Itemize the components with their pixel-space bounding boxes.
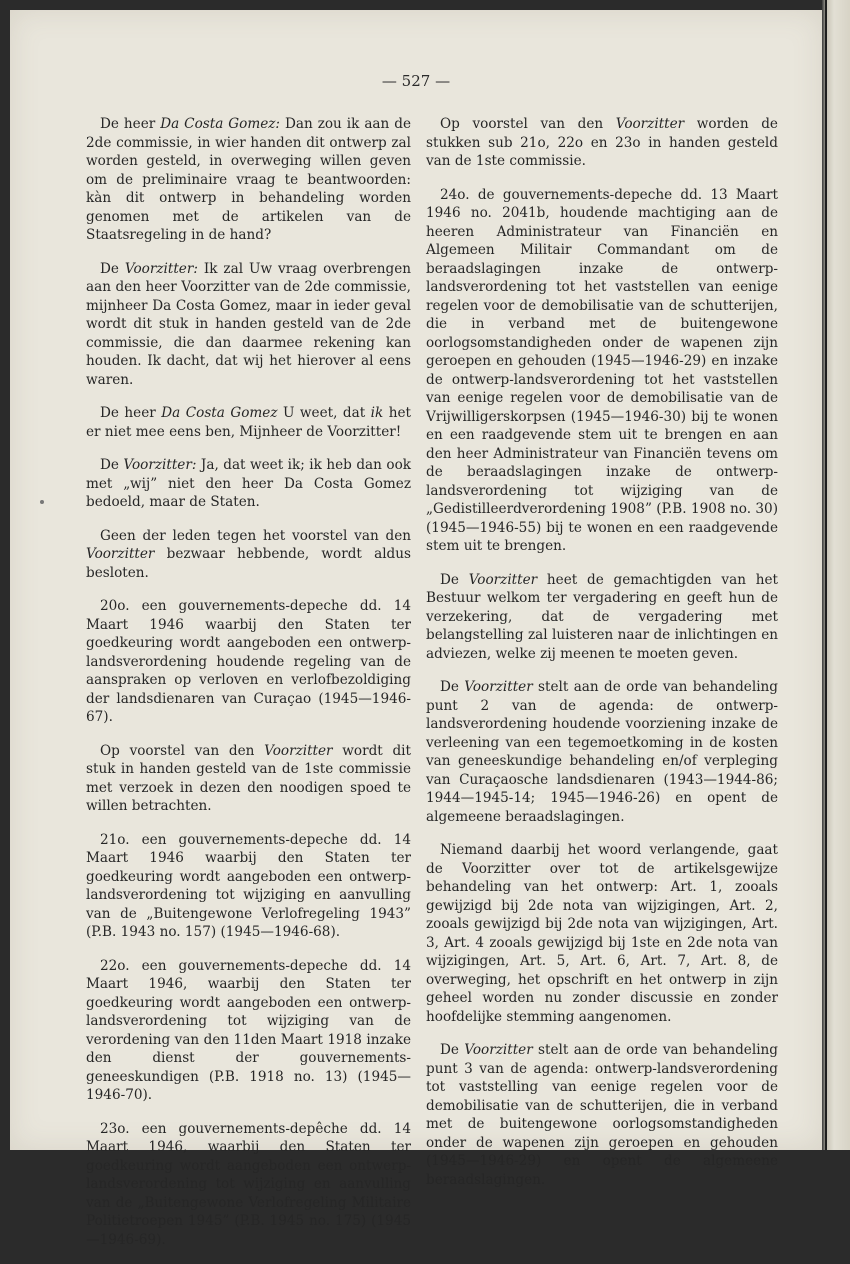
ink-speck: [40, 500, 44, 504]
text-run: heet de gemachtigden van het Bestuur welkom ter vergadering en geeft hun de verzekering, dat de vergadering met belangstelling zal luisteren naar de inlichtingen en adviezen, welke zij meenen te moeten geven.: [426, 571, 778, 662]
italic-run: ik: [370, 405, 384, 421]
italic-run: Voorzitter: [464, 1042, 533, 1058]
italic-run: Voorzitter: [464, 679, 533, 695]
next-page-edge: [822, 0, 850, 1150]
text-run: De: [440, 1042, 465, 1058]
text-run: U weet, dat: [277, 405, 371, 421]
left-column: [86, 115, 411, 1264]
paragraph: [86, 1120, 411, 1250]
text-run: Op voorstel van den: [100, 742, 265, 759]
text-run: De: [440, 679, 465, 695]
italic-run: Voorzitter:: [124, 260, 198, 277]
text-run: het er niet mee eens ben, Mijnheer de Voorzitter!: [86, 405, 411, 440]
page-number: — 527 —: [381, 72, 451, 90]
paragraph: [86, 260, 411, 390]
italic-run: Da Costa Gomez:: [160, 116, 281, 132]
text-run: 23o. een gouvernements-depêche dd. 14 Maart 1946, waarbij den Staten ter goedkeuring wordt aangeboden een ontwerp-landsverordening tot wijziging en aanvulling van de „Buitengewone Verlofregeling Militaire Politietroepen 1945” (P.B. 1945 no. 175) (1945—1946-69).: [86, 1120, 411, 1248]
paragraph: [86, 597, 411, 727]
text-run: stelt aan de orde van behandeling punt 2 van de agenda: de ontwerp-landsverordening houdende voorziening inzake de verleening van een tegemoetkoming in de kosten van geneeskundige behandeling en/of verpleging van Curaçaosche landsdienaren (1943—1944-86; 1944—1945-14; 1945—1946-26) en opent de algemeene beraadslagingen.: [426, 679, 778, 825]
text-run: De: [440, 571, 469, 588]
italic-run: Voorzitter: [86, 546, 155, 562]
paragraph: [86, 527, 411, 583]
text-run: 20o. een gouvernements-depeche dd. 14 Maart 1946 waarbij den Staten ter goedkeuring wordt aangeboden een ontwerp-landsverordening houdende regeling van de aanspraken op verloven en verlofbezoldiging der landsdienaren van Curaçao (1945—1946-67).: [86, 598, 411, 725]
paragraph: [86, 742, 411, 816]
text-run: Dan zou ik aan de 2de commissie, in wier handen dit ontwerp zal worden gesteld, in overweging willen geven om de preliminaire vraag te beantwoorden: kàn dit ontwerp in behandeling worden genomen met de artikelen van de Staatsregeling in de hand?: [86, 116, 411, 243]
right-column: [426, 115, 778, 1204]
text-run: bezwaar hebbende, wordt aldus besloten.: [86, 546, 411, 581]
paragraph: [426, 841, 778, 1026]
paragraph: [426, 115, 778, 171]
italic-run: Voorzitter:: [123, 457, 197, 473]
text-run: worden de stukken sub 21o, 22o en 23o in handen gesteld van de 1ste commissie.: [426, 116, 778, 169]
paragraph: [426, 1041, 778, 1189]
paragraph: [86, 115, 411, 245]
document-page: [10, 10, 822, 1248]
text-run: 22o. een gouvernements-depeche dd. 14 Maart 1946, waarbij den Staten ter goedkeuring wordt aangeboden een ontwerp-landsverordening tot wijziging van de verordening van den 11den Maart 1918 inzake den dienst der gouvernements-geneeskundigen (P.B. 1918 no. 13) (1945—1946-70).: [86, 957, 411, 1103]
text-run: 24o. de gouvernements-depeche dd. 13 Maart 1946 no. 2041b, houdende machtiging aan de heeren Administrateur van Financiën en Algemeen Militair Commandant om de beraadslagingen inzake de ontwerp-landsverordening tot het vaststellen van eenige regelen voor de demobilisatie van de schutterijen, die in verband met de buitengewone oorlogsomstandigheden onder de wapenen zijn geroepen en gehouden (1945—1946-29) en inzake de ontwerp-landsverordening tot het vaststellen van eenige regelen voor de demobilisatie van de Vrijwilligerskorpsen (1945—1946-30) bij te wonen en een raadgevende stem uit te brengen en aan den heer Administrateur van Financiën tevens om de beraadslagingen inzake de ontwerp-landsverordening tot wijziging van de „Gedistilleerdverordening 1908” (P.B. 1908 no. 30) (1945—1946-55) bij te wonen en een raadgevende stem uit te brengen.: [426, 186, 778, 554]
paragraph: [426, 186, 778, 556]
text-run: Geen der leden tegen het voorstel van den: [100, 527, 411, 544]
text-run: Ja, dat weet ik; ik heb dan ook met „wij” niet den heer Da Costa Gomez bedoeld, maar de Staten.: [86, 457, 411, 510]
text-run: wordt dit stuk in handen gesteld van de 1ste commissie met verzoek in dezen den noodigen spoed te willen betrachten.: [86, 742, 411, 814]
paragraph: [86, 831, 411, 942]
paragraph: [426, 571, 778, 664]
text-run: Op voorstel van den: [440, 116, 616, 132]
text-run: De: [100, 457, 124, 473]
text-run: De: [100, 260, 125, 277]
paragraph: [86, 957, 411, 1105]
italic-run: Voorzitter: [468, 571, 538, 588]
italic-run: Voorzitter: [264, 742, 333, 759]
italic-run: Da Costa Gomez: [161, 405, 278, 421]
text-run: De heer: [100, 405, 162, 421]
paragraph: [426, 678, 778, 826]
text-run: Ik zal Uw vraag overbrengen aan den heer Voorzitter van de 2de commissie, mijnheer Da Costa Gomez, maar in ieder geval wordt dit stuk in handen gesteld van de 2de commissie, die dan daarmee rekening kan houden. Ik dacht, dat wij het hierover al eens waren.: [86, 260, 411, 388]
paragraph: [86, 404, 411, 441]
text-run: Niemand daarbij het woord verlangende, gaat de Voorzitter over tot de artikelsgewijze behandeling van het ontwerp: Art. 1, zooals gewijzigd bij 2de nota van wijzigingen, Art. 2, zooals gewijzigd bij 2de nota van wijzigingen, Art. 3, Art. 4 zooals gewijzigd bij 1ste en 2de nota van wijzigingen, Art. 5, Art. 6, Art. 7, Art. 8, de overweging, het opschrift en het ontwerp in zijn geheel worden nu zonder discussie en zonder hoofdelijke stemming aangenomen.: [426, 842, 778, 1025]
text-run: 21o. een gouvernements-depeche dd. 14 Maart 1946 waarbij den Staten ter goedkeuring wordt aangeboden een ontwerp-landsverordening tot wijziging en aanvulling van de „Buitengewone Verlofregeling 1943” (P.B. 1943 no. 157) (1945—1946-68).: [86, 831, 411, 940]
paragraph: [86, 456, 411, 512]
text-run: De heer: [100, 116, 161, 132]
text-run: stelt aan de orde van behandeling punt 3 van de agenda: ontwerp-landsverordening tot vaststelling van eenige regelen voor de demobilisatie van de schutterijen, die in verband met de buitengewone oorlogsomstandigheden onder de wapenen zijn geroepen en gehouden (1945—1946-29) en opent de algemeene beraadslagingen.: [426, 1042, 778, 1188]
italic-run: Voorzitter: [615, 116, 685, 132]
